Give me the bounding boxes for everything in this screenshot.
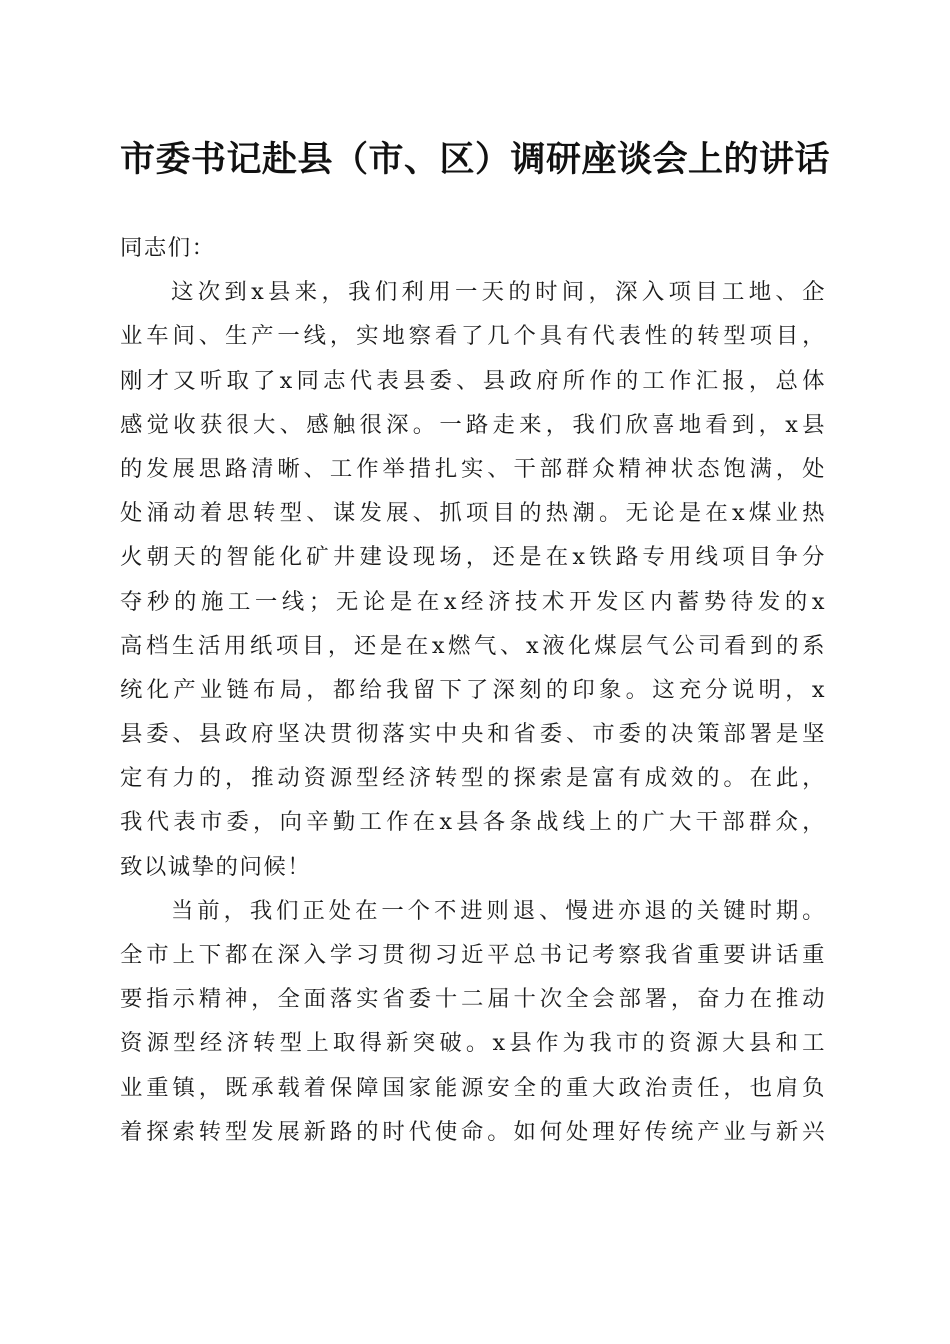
document-body: [120, 226, 826, 1154]
paragraph-line: 致以诚挚的问候！: [120, 853, 312, 880]
paragraph-line: 刚才又听取了x同志代表县委、县政府所作的工作汇报，总体: [120, 367, 826, 394]
paragraph-line: 当前，我们正处在一个不进则退、慢进亦退的关键时期。: [171, 897, 826, 924]
paragraph-line: 业重镇，既承载着保障国家能源安全的重大政治责任，也肩负: [120, 1074, 826, 1101]
paragraph-line: 资源型经济转型上取得新突破。x县作为我市的资源大县和工: [120, 1030, 826, 1057]
salutation: 同志们：: [120, 235, 216, 261]
paragraph-line: 着探索转型发展新路的时代使命。如何处理好传统产业与新兴: [120, 1118, 826, 1145]
paragraph-line: 夺秒的施工一线；无论是在x经济技术开发区内蓄势待发的x: [120, 588, 826, 615]
paragraph-line: 火朝天的智能化矿井建设现场，还是在x铁路专用线项目争分: [120, 544, 826, 571]
paragraph-line: 业车间、生产一线，实地察看了几个具有代表性的转型项目，: [120, 323, 826, 350]
paragraph-line: 统化产业链布局，都给我留下了深刻的印象。这充分说明，x: [120, 676, 826, 703]
paragraph-line: 高档生活用纸项目，还是在x燃气、x液化煤层气公司看到的系: [120, 632, 826, 659]
document-title: 市委书记赴县（市、区）调研座谈会上的讲话: [119, 139, 830, 180]
paragraph-line: 处涌动着思转型、谋发展、抓项目的热潮。无论是在x煤业热: [120, 500, 826, 527]
paragraph-line: 全市上下都在深入学习贯彻习近平总书记考察我省重要讲话重: [120, 942, 826, 968]
paragraph-line: 我代表市委，向辛勤工作在x县各条战线上的广大干部群众，: [120, 809, 826, 836]
paragraph-line: 定有力的，推动资源型经济转型的探索是富有成效的。在此，: [120, 765, 826, 792]
paragraph-line: 县委、县政府坚决贯彻落实中央和省委、市委的决策部署是坚: [120, 721, 826, 748]
paragraph-line: 这次到x县来，我们利用一天的时间，深入项目工地、企: [171, 279, 826, 306]
paragraph-line: 要指示精神，全面落实省委十二届十次全会部署，奋力在推动: [120, 986, 826, 1013]
paragraph-1: [120, 270, 826, 889]
paragraph-2: [120, 889, 826, 1154]
paragraph-line: 的发展思路清晰、工作举措扎实、干部群众精神状态饱满，处: [120, 455, 826, 482]
paragraph-line: 感觉收获很大、感触很深。一路走来，我们欣喜地看到，x县: [120, 411, 826, 438]
